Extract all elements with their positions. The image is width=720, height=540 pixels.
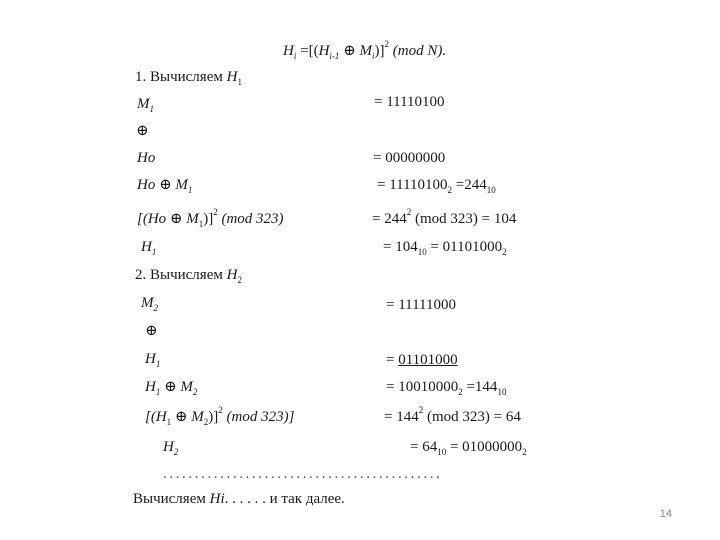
step2-m-sub: 2 xyxy=(153,303,158,313)
step2-hv-dec-sub: 10 xyxy=(437,447,447,457)
step2-heading-sub: 2 xyxy=(237,275,242,285)
step1-sq-text: [(Ho ⊕ M xyxy=(137,211,199,227)
step2-hv-dec: = 64 xyxy=(410,439,438,455)
step2-h-letter: H xyxy=(163,439,174,455)
step1-sqv-end: (mod 323) = 104 xyxy=(411,211,517,227)
formula-eq: =[( xyxy=(300,43,319,59)
step2-xor-bin-sub: 2 xyxy=(458,387,463,397)
step1-xor-dec-sub: 10 xyxy=(486,185,496,195)
step1-xor-bin-sub: 2 xyxy=(447,185,453,195)
step1-m-label xyxy=(137,95,154,113)
step1-h-value xyxy=(383,238,507,256)
step1-hv-bin: = 01101000 xyxy=(426,239,503,255)
step1-xor-bin: = 11110100 xyxy=(377,177,448,193)
step1-h-label xyxy=(141,238,156,256)
step2-xor-op: ⊕ xyxy=(160,379,181,395)
step2-xor-h: H xyxy=(145,379,156,395)
step2-h1-underlined: 01101000 xyxy=(398,352,458,368)
step2-h1-value: = 01101000 xyxy=(386,352,458,368)
step2-sqv-power: 2 xyxy=(418,405,424,415)
step1-xor-label xyxy=(137,176,192,194)
step2-hv-bin: = 01000000 xyxy=(446,439,523,455)
step1-hv-bin-sub: 2 xyxy=(502,247,507,257)
step1-xor-m-sub: 1 xyxy=(187,185,193,195)
step1-h-letter: H xyxy=(141,239,152,255)
step2-xor-value xyxy=(386,378,506,396)
step1-sq-mod: (mod 323) xyxy=(217,211,284,227)
step2-h1-letter: H xyxy=(145,351,156,367)
step2-m-label xyxy=(141,294,158,312)
step1-sq-end: )] xyxy=(203,211,214,227)
formula-close: )] xyxy=(374,43,385,59)
step2-h-sub: 2 xyxy=(173,447,179,457)
step2-sqv-end: (mod 323) = 64 xyxy=(423,409,521,425)
step2-square-value xyxy=(384,405,521,426)
formula-h: H xyxy=(283,43,294,59)
step2-square-label xyxy=(145,405,295,427)
step1-h-sub: 1 xyxy=(151,247,157,257)
formula-prev-sub: i-1 xyxy=(329,51,340,61)
step2-xor-label xyxy=(145,378,197,396)
final-var: Hi xyxy=(209,491,225,507)
step1-m-sub: 1 xyxy=(149,104,154,114)
step1-m-letter: M xyxy=(137,96,150,112)
step1-xor-op: ⊕ xyxy=(159,177,172,193)
step2-h-value xyxy=(410,438,527,456)
main-formula xyxy=(283,39,447,61)
final-suffix: . . . . . . и так далее. xyxy=(224,491,345,507)
step1-hv-dec: = 104 xyxy=(383,239,418,255)
step1-heading xyxy=(135,68,242,86)
step1-sqv-base: = 244 xyxy=(372,211,407,227)
step1-xor-dec: =244 xyxy=(452,177,487,193)
step1-square-value xyxy=(372,207,517,228)
step2-xor-dec-sub: 10 xyxy=(497,387,507,397)
step1-square-label xyxy=(137,207,284,229)
step1-h0-value: = 00000000 xyxy=(373,150,446,166)
step2-sq-h-sub: 1 xyxy=(166,417,172,427)
page-number: 14 xyxy=(659,508,672,520)
formula-m-sub: i xyxy=(371,51,375,61)
formula-xor: ⊕ xyxy=(343,43,356,59)
formula-i-sub: i xyxy=(293,51,297,61)
step2-m-value: = 11111000 xyxy=(386,297,456,313)
step1-heading-text: 1. Вычисляем xyxy=(135,69,223,85)
step1-heading-var: H xyxy=(226,69,238,85)
final-prefix: Вычисляем xyxy=(133,491,210,507)
step1-sq-sub: 1 xyxy=(198,219,204,229)
step2-xor-m-sub: 2 xyxy=(192,387,198,397)
step1-xor-m: M xyxy=(175,177,188,193)
step1-xor-h: Ho xyxy=(137,177,156,193)
step2-sq-text: [(H xyxy=(145,409,167,425)
dotted-separator: ............................................ xyxy=(163,466,443,482)
step2-sq-power: 2 xyxy=(218,405,223,415)
step2-sq-op: ⊕ M xyxy=(171,409,204,425)
step1-xor-value xyxy=(377,176,496,194)
step2-h1-label xyxy=(145,350,160,368)
step2-m-letter: M xyxy=(141,295,154,311)
step2-sq-m-sub: 2 xyxy=(203,417,209,427)
step1-hv-dec-sub: 10 xyxy=(417,247,427,257)
step2-heading-text: 2. Вычисляем xyxy=(135,267,223,283)
final-line xyxy=(133,490,345,508)
step1-heading-sub: 1 xyxy=(237,77,242,87)
step1-m-value: = 11110100 xyxy=(374,94,445,110)
step2-sq-end: )] xyxy=(208,409,219,425)
step2-xor-h-sub: 1 xyxy=(155,387,161,397)
step2-xor-dec: =144 xyxy=(462,379,498,395)
step2-sq-mod: (mod 323)] xyxy=(222,409,295,425)
step2-sqv-base: = 144 xyxy=(384,409,419,425)
step2-hv-bin-sub: 2 xyxy=(522,447,527,457)
formula-square: 2 xyxy=(384,39,389,49)
formula-mod: (mod N). xyxy=(392,43,447,59)
step2-xor-symbol: ⊕ xyxy=(145,323,158,339)
formula-hprev: H xyxy=(318,43,330,59)
step2-heading-var: H xyxy=(226,267,238,283)
step1-xor-symbol: ⊕ xyxy=(136,123,149,139)
step2-heading xyxy=(135,266,242,284)
step2-h-label xyxy=(163,438,178,456)
step2-h1-sub: 1 xyxy=(155,359,161,369)
step1-sq-power: 2 xyxy=(213,207,218,217)
step1-h0-label: Ho xyxy=(137,150,156,166)
step2-xor-bin: = 10010000 xyxy=(386,379,459,395)
step2-xor-m: M xyxy=(180,379,193,395)
formula-m: M xyxy=(359,43,372,59)
step1-sqv-power: 2 xyxy=(406,207,412,217)
